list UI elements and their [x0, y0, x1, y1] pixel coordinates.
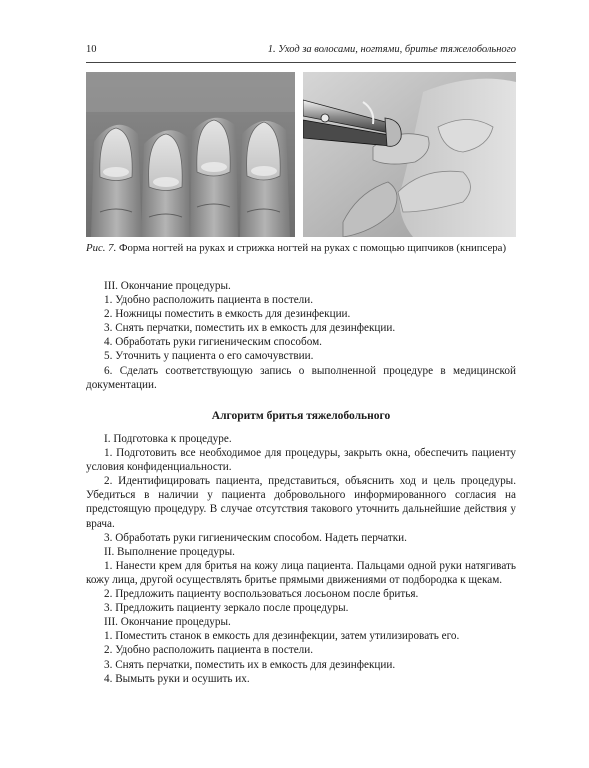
paragraph: I. Подготовка к процедуре. [104, 433, 232, 445]
running-head: 1. Уход за волосами, ногтями, бритье тяжелобольного [267, 44, 516, 55]
paragraph: 6. Сделать соответствующую запись о выполненной процедуре в медицинской документации. [86, 364, 516, 391]
paragraph: 3. Снять перчатки, поместить их в емкость для дезинфекции. [104, 658, 396, 671]
paragraph: 3. Предложить пациенту зеркало после процедуры. [104, 602, 349, 615]
paragraph: III. Окончание процедуры. [104, 616, 231, 629]
paragraph: 3. Обработать руки гигиеническим способом. Надеть перчатки. [104, 531, 407, 544]
figure-caption [86, 242, 526, 255]
paragraph: III. Окончание процедуры. [104, 280, 231, 292]
paragraph: 4. Обработать руки гигиеническим способом. [104, 336, 322, 349]
page-header [86, 44, 516, 60]
section-heading: Алгоритм бритья тяжелобольного [211, 410, 391, 422]
paragraph: II. Выполнение процедуры. [104, 545, 235, 558]
paragraph: 2. Идентифицировать пациента, представиться, объяснить ход и цель процедуры. Убедиться в наличии у пациента добровольного информированного согласия на предстоящую процедуру. В случае отсутствия такового уточнить дальнейшие действия у врача. [86, 475, 516, 530]
nails-photo [86, 72, 295, 237]
figure-label: Рис. 7. [86, 242, 117, 254]
header-rule [86, 62, 516, 63]
paragraph: 1. Удобно расположить пациента в постели. [104, 294, 314, 307]
paragraph: 1. Нанести крем для бритья на кожу лица пациента. Пальцами одной руки натягивать кожу лица, другой осуществлять бритье прямыми движениями от подбородка к щекам. [86, 559, 516, 586]
paragraph: 2. Удобно расположить пациента в постели. [104, 644, 314, 657]
paragraph: 1. Поместить станок в емкость для дезинфекции, затем утилизировать его. [104, 630, 460, 643]
paragraph: 1. Подготовить все необходимое для процедуры, закрыть окна, обеспечить пациенту условия конфиденциальности. [86, 447, 516, 474]
paragraph: 4. Вымыть руки и осушить их. [104, 672, 250, 685]
page-number: 10 [86, 44, 97, 55]
clipper-photo [303, 72, 516, 237]
paragraph: 2. Предложить пациенту воспользоваться лосьоном после бритья. [104, 588, 419, 601]
procedure-end-steps [86, 279, 516, 392]
paragraph: 3. Снять перчатки, поместить их в емкость для дезинфекции. [104, 322, 396, 335]
paragraph: 2. Ножницы поместить в емкость для дезинфекции. [104, 308, 351, 321]
shaving-algorithm [86, 432, 516, 686]
paragraph: 5. Уточнить у пациента о его самочувствии. [104, 350, 314, 363]
figure-caption-text: Форма ногтей на руках и стрижка ногтей на руках с помощью щипчиков (книпсера) [119, 242, 507, 254]
